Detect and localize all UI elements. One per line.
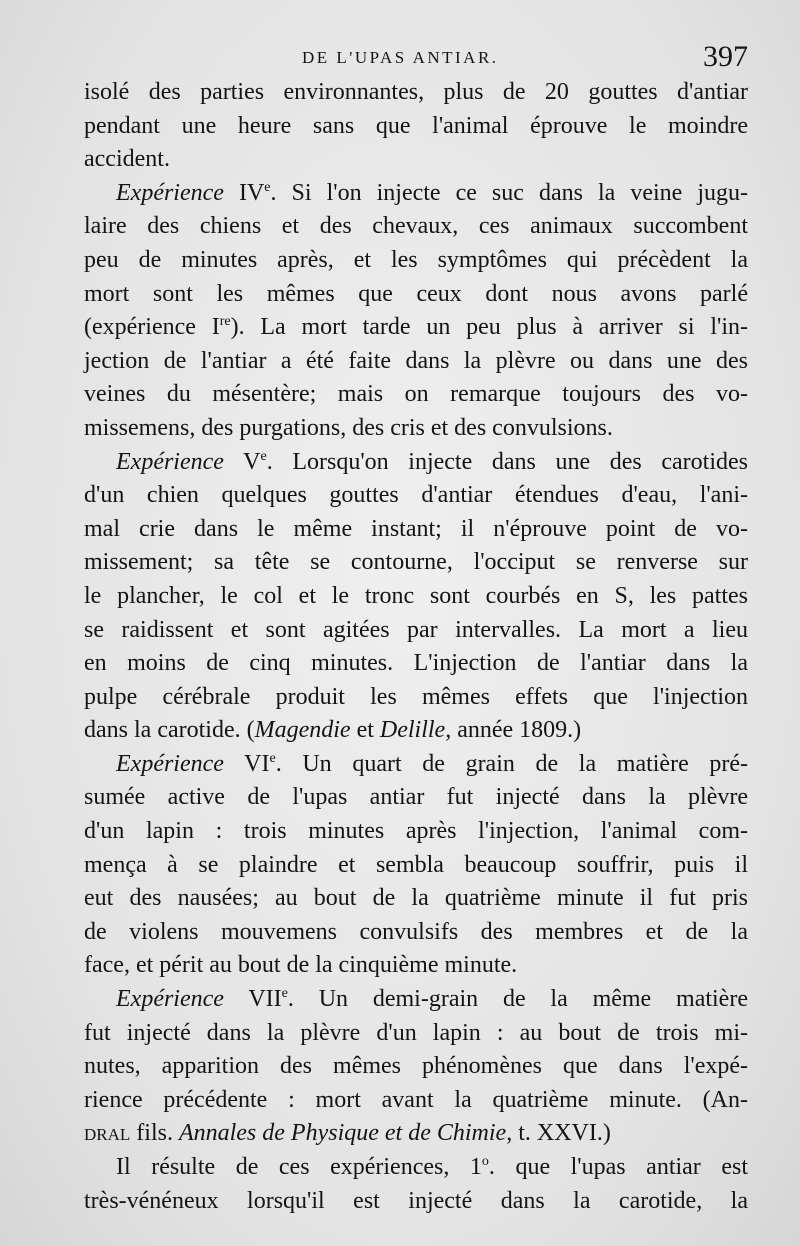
ordinal-suffix: e xyxy=(281,986,288,1002)
experience-label: Expérience xyxy=(116,448,224,475)
text-line: mença à se plaindre et sembla beaucoup souffrir, puis il xyxy=(84,851,748,878)
line-text: année 1809.) xyxy=(451,717,582,744)
text-line: veines du mésentère; mais on remarque toujours des vo- xyxy=(84,381,748,408)
line-text: Il résulte de ces expériences, xyxy=(116,1154,470,1180)
text-line: se raidissent et sont agitées par intervalles. La mort a lieu xyxy=(84,616,748,643)
body-text xyxy=(84,76,748,1218)
text-line: sumée active de l'upas antiar fut injecté dans la plèvre xyxy=(84,784,748,811)
experience-label: Expérience xyxy=(116,179,224,206)
experience-ordinal: VII xyxy=(248,986,282,1013)
author-name: Delille, xyxy=(379,717,452,744)
text-line: pendant une heure sans que l'animal éprouve le moindre xyxy=(84,112,748,139)
ordinal-suffix: e xyxy=(264,179,271,195)
text-line: mort sont les mêmes que ceux dont nous avons parlé xyxy=(84,280,748,307)
experience-ordinal: VI xyxy=(244,750,270,777)
experience-label: Expérience xyxy=(116,750,224,777)
text-line: nutes, apparition des mêmes phénomènes que dans l'expé- xyxy=(84,1053,748,1080)
text-line: de violens mouvemens convulsifs des membres et de la xyxy=(84,918,748,945)
text-line: fut injecté dans la plèvre d'un lapin : au bout de trois mi- xyxy=(84,1019,748,1046)
experience-heading-line xyxy=(84,177,748,211)
line-text: . que l'upas antiar est xyxy=(488,1154,748,1180)
text-line: accident. xyxy=(84,146,170,173)
line-text: fils. xyxy=(130,1120,179,1147)
ordinal-suffix: e xyxy=(260,448,267,464)
line-text: , t. XXVI.) xyxy=(506,1120,611,1147)
line-text: (expérience xyxy=(84,314,212,341)
text-line: laire des chiens et des chevaux, ces animaux succombent xyxy=(84,213,748,240)
citation-line xyxy=(84,714,748,748)
text-line: missement; sa tête se contourne, l'occiput se renverse sur xyxy=(84,549,748,576)
experience-ordinal: I xyxy=(211,314,220,341)
text-line: rience précédente : mort avant la quatrième minute. (An- xyxy=(84,1086,748,1113)
experience-ordinal: V xyxy=(243,448,261,475)
citation-line xyxy=(84,1117,748,1151)
text-line: pulpe cérébrale produit les mêmes effets que l'injection xyxy=(84,683,748,710)
line-text: . Si l'on injecte ce suc dans la veine jugu- xyxy=(270,179,748,206)
text-line: eut des nausées; au bout de la quatrième minute il fut pris xyxy=(84,885,748,912)
text-line: d'un lapin : trois minutes après l'injection, l'animal com- xyxy=(84,818,748,845)
line-text: . Lorsqu'on injecte dans une des carotides xyxy=(266,448,748,475)
author-name: dral xyxy=(84,1120,131,1147)
text-line: jection de l'antiar a été faite dans la plèvre ou dans une des xyxy=(84,347,748,374)
text-line: très-vénéneux lorsqu'il est injecté dans la carotide, la xyxy=(84,1187,748,1214)
text-line: isolé des parties environnantes, plus de 20 gouttes d'antiar xyxy=(84,79,748,105)
text-line: d'un chien quelques gouttes d'antiar étendues d'eau, l'ani- xyxy=(84,482,748,509)
experience-heading-line xyxy=(84,446,748,480)
text-line: missemens, des purgations, des cris et des convulsions. xyxy=(84,414,613,441)
text-line: en moins de cinq minutes. L'injection de l'antiar dans la xyxy=(84,650,748,677)
running-title: DE L'UPAS ANTIAR. xyxy=(302,48,499,67)
ordinal-suffix: e xyxy=(269,750,276,766)
experience-heading-line xyxy=(84,748,748,782)
text-line xyxy=(84,311,748,345)
line-text: dans la carotide. ( xyxy=(84,717,255,744)
page-number: 397 xyxy=(703,40,748,73)
ordinal-suffix: o xyxy=(481,1154,489,1169)
author-name: Magendie xyxy=(254,717,351,744)
list-ordinal: 1 xyxy=(469,1154,482,1180)
text-line xyxy=(84,1151,748,1185)
experience-heading-line xyxy=(84,983,748,1017)
experience-label: Expérience xyxy=(116,986,224,1013)
line-text: ). La mort tarde un peu plus à arriver si l'in- xyxy=(230,314,748,341)
journal-title: Annales de Physique et de Chimie xyxy=(178,1120,507,1147)
experience-ordinal: IV xyxy=(238,179,265,206)
line-text: et xyxy=(350,717,380,744)
line-text: . Un quart de grain de la matière pré- xyxy=(275,750,748,777)
ordinal-suffix: re xyxy=(219,314,231,330)
text-line: peu de minutes après, et les symptômes qui précèdent la xyxy=(84,246,748,273)
text-line: mal crie dans le même instant; il n'éprouve point de vo- xyxy=(84,515,748,542)
line-text: . Un demi-grain de la même matière xyxy=(287,986,748,1013)
text-line: le plancher, le col et le tronc sont courbés en S, les pattes xyxy=(84,582,748,609)
text-line: face, et périt au bout de la cinquième minute. xyxy=(84,952,518,979)
